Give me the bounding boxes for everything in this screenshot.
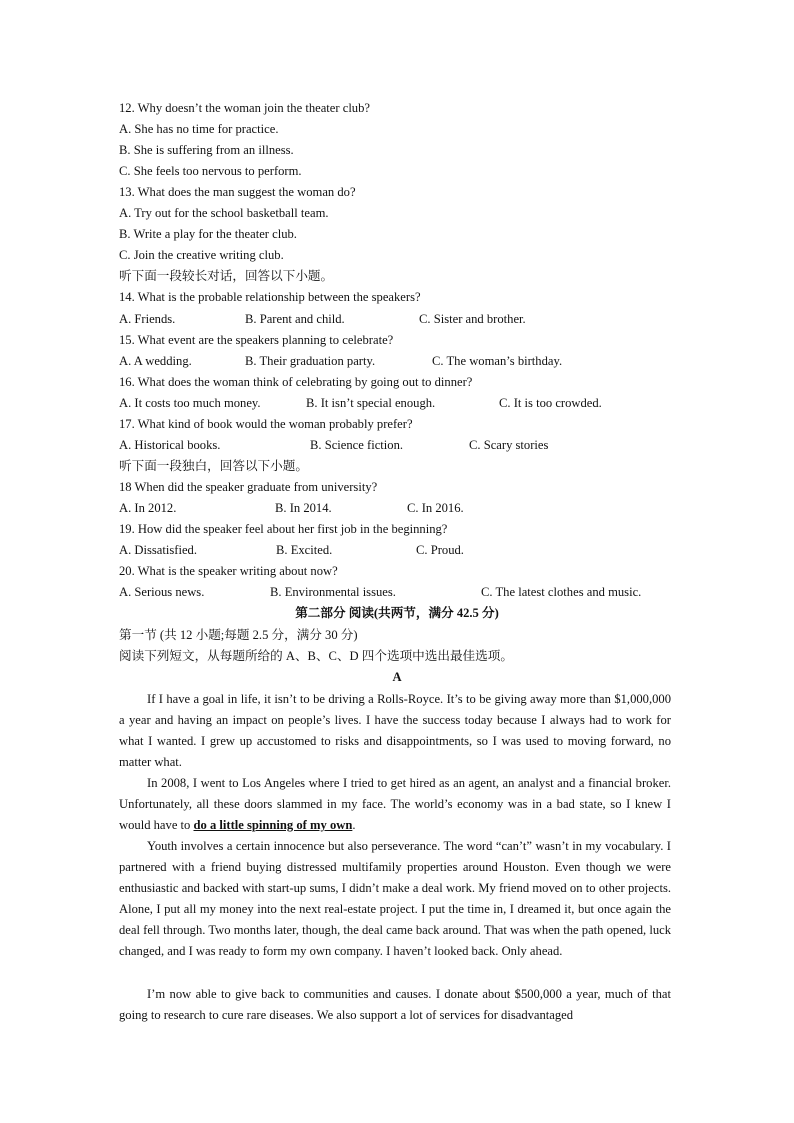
part-2-title: 第二部分 阅读(共两节，满分 42.5 分) [295,606,499,620]
question-12: 12. Why doesn’t the woman join the theater club? [119,101,370,115]
passage-paragraph-2 [119,773,671,836]
question-14-option-a: A. Friends. [119,312,176,326]
question-13-option-a: A. Try out for the school basketball team. [119,206,329,220]
question-14-option-b: B. Parent and child. [245,312,345,326]
paragraph-2-end: . [352,818,356,832]
question-17-option-a: A. Historical books. [119,438,221,452]
question-14-option-c: C. Sister and brother. [419,312,526,326]
passage-paragraph-3: Youth involves a certain innocence but also perseverance. The word “can’t” wasn’t in my vocabulary. I partnered with a friend buying distressed multifamily properties around Houston. Even though we were enthusiastic and backed with start-up sums, I didn’t make a deal work. My friend moved on to other projects. Alone, I put all my money into the next real-estate project. I put the time in, I dreamed it, but once again the deal fell through. Two months later, though, the deal came back around. That was when the path opened, luck changed, and I was ready to form my own company. I haven’t looked back. Only ahead. [119,839,671,958]
question-17: 17. What kind of book would the woman probably prefer? [119,417,413,431]
question-19: 19. How did the speaker feel about her first job in the beginning? [119,522,448,536]
section-1-instruction: 阅读下列短文，从每题所给的 A、B、C、D 四个选项中选出最佳选项。 [119,649,513,663]
question-20-option-b: B. Environmental issues. [270,585,396,599]
question-18-option-a: A. In 2012. [119,501,177,515]
passage-paragraph-1: If I have a goal in life, it isn’t to be driving a Rolls-Royce. It’s to be giving away more than $1,000,000 a year and having an impact on people’s lives. I have the success today because I always had to work for what I wanted. I grew up accustomed to risks and disappointments, so I was used to moving forward, no matter what. [119,692,671,769]
question-12-option-c: C. She feels too nervous to perform. [119,164,302,178]
question-13-option-b: B. Write a play for the theater club. [119,227,297,241]
question-17-option-b: B. Science fiction. [310,438,404,452]
question-19-option-c: C. Proud. [416,543,464,557]
question-15: 15. What event are the speakers planning to celebrate? [119,333,394,347]
question-16-option-b: B. It isn’t special enough. [306,396,436,410]
question-18-option-c: C. In 2016. [407,501,464,515]
question-12-option-a: A. She has no time for practice. [119,122,279,136]
paragraph-2-text: In 2008, I went to Los Angeles where I tried to get hired as an agent, an analyst and a financial broker. Unfortunately, all these doors slammed in my face. The world’s economy was in a bad state, so I knew I would have to [119,776,671,832]
question-13: 13. What does the man suggest the woman do? [119,185,356,199]
question-14: 14. What is the probable relationship between the speakers? [119,290,421,304]
question-18: 18 When did the speaker graduate from university? [119,480,378,494]
section-1-heading: 第一节 (共 12 小题;每题 2.5 分，满分 30 分) [119,628,358,642]
question-17-option-c: C. Scary stories [469,438,549,452]
question-19-option-a: A. Dissatisfied. [119,543,198,557]
question-16: 16. What does the woman think of celebrating by going out to dinner? [119,375,473,389]
question-19-option-b: B. Excited. [276,543,333,557]
question-15-option-c: C. The woman’s birthday. [432,354,563,368]
question-13-option-c: C. Join the creative writing club. [119,248,284,262]
passage-paragraph-4: I’m now able to give back to communities and causes. I donate about $500,000 a year, much of that going to research to cure rare diseases. We also support a lot of services for disadvantaged [119,987,671,1022]
question-20: 20. What is the speaker writing about now? [119,564,338,578]
question-20-option-c: C. The latest clothes and music. [481,585,642,599]
question-12-option-b: B. She is suffering from an illness. [119,143,294,157]
instruction-monologue: 听下面一段独白，回答以下小题。 [119,459,308,473]
question-15-option-a: A. A wedding. [119,354,192,368]
question-15-option-b: B. Their graduation party. [245,354,376,368]
question-16-option-c: C. It is too crowded. [499,396,602,410]
passage-label: A [392,670,402,684]
question-18-option-b: B. In 2014. [275,501,332,515]
underlined-phrase: do a little spinning of my own [193,818,353,832]
question-20-option-a: A. Serious news. [119,585,205,599]
question-16-option-a: A. It costs too much money. [119,396,261,410]
instruction-long-dialogue: 听下面一段较长对话，回答以下小题。 [119,269,334,283]
